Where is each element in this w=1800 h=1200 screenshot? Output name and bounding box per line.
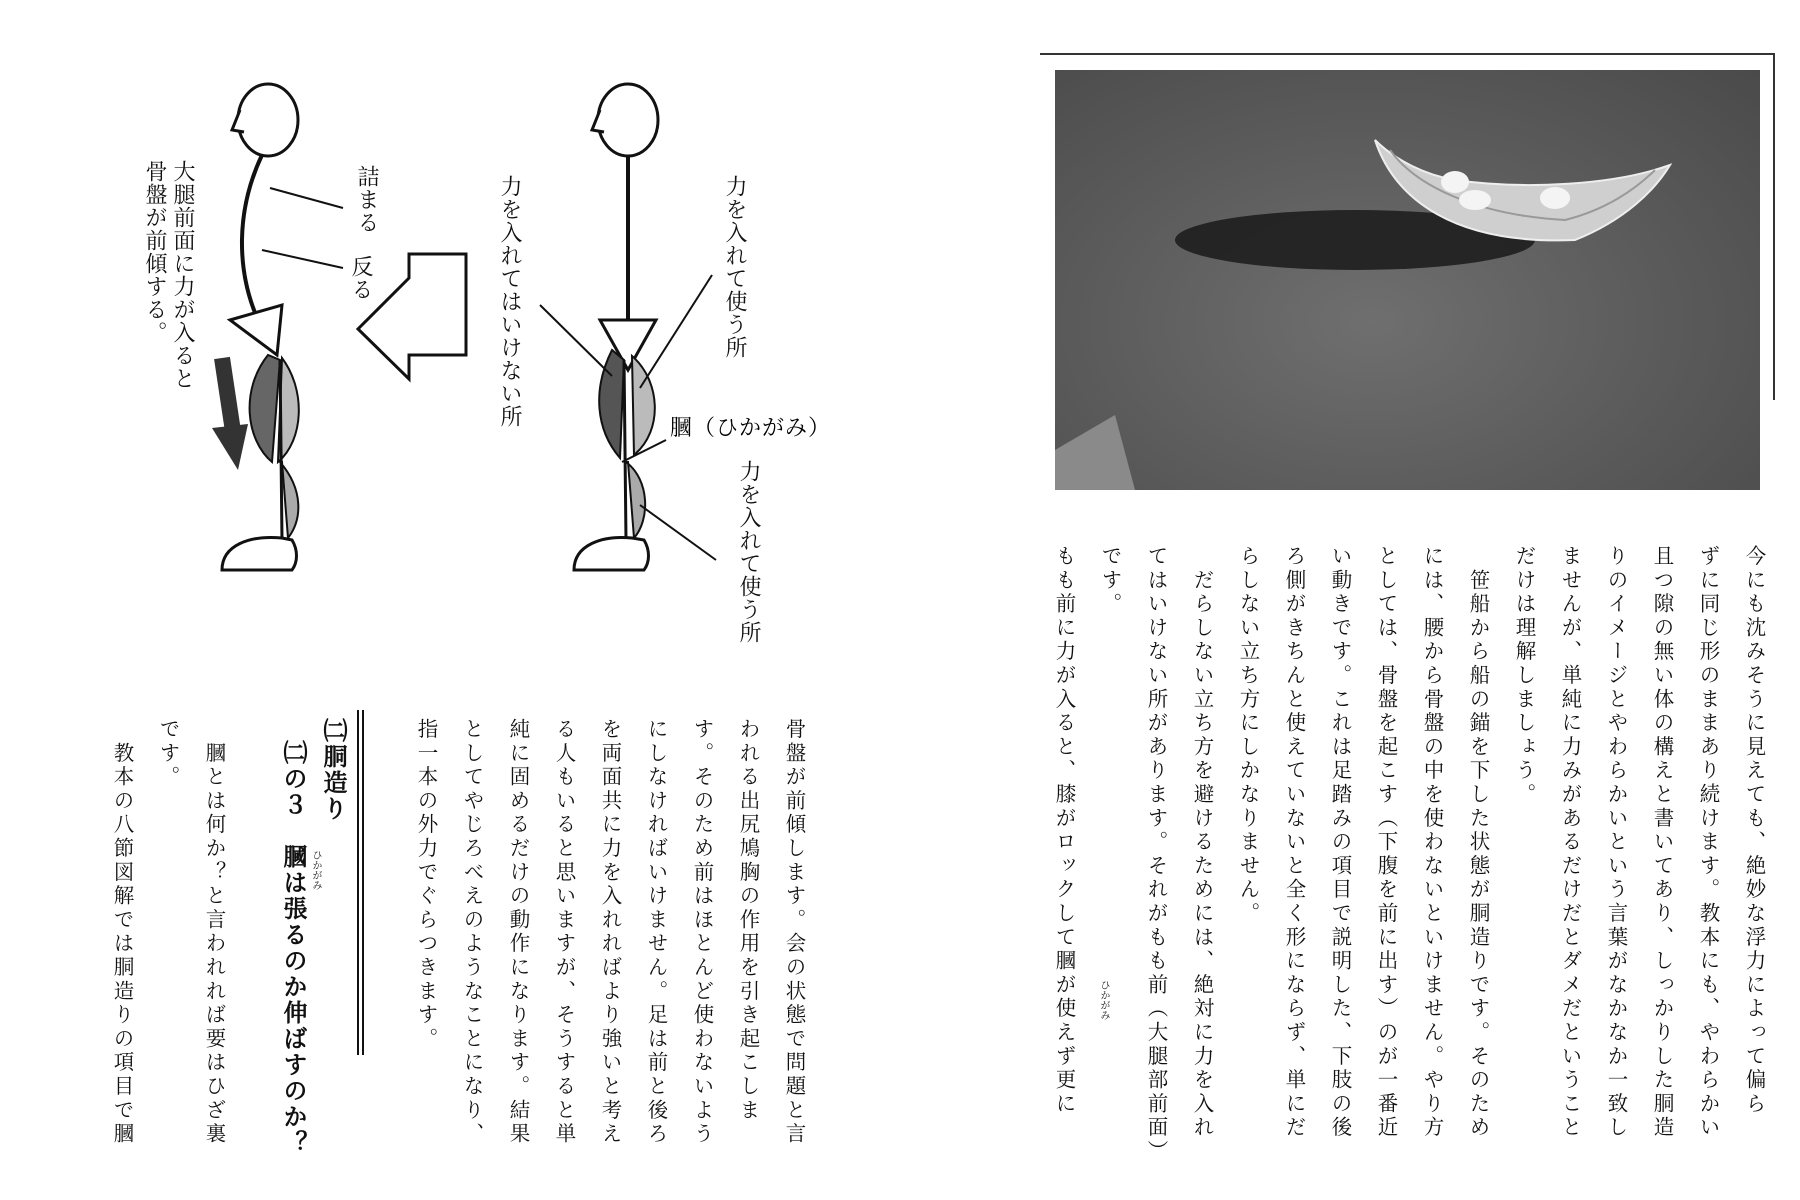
text-column: す。そのため前はほとんど使わないよう [690, 718, 714, 1147]
text-column: ませんが、単純に力みがあるだけだとダメだということ [1558, 545, 1582, 1140]
arrow-head-icon [212, 424, 248, 470]
text-column: です。 [1098, 545, 1122, 617]
lower-use-pointer [640, 505, 716, 560]
label-no-force: 力を入れてはいけない所 [497, 175, 522, 428]
text-column: です。 [156, 718, 180, 790]
bad-leg-line [280, 360, 282, 540]
bad-pelvis [230, 305, 282, 355]
direction-arrow-icon [358, 254, 466, 379]
no-force-pointer [540, 305, 612, 376]
text-column: 且つ隙の無い体の構えと書いてあり、しっかりした胴造 [1650, 545, 1674, 1140]
left-caption-line2: 骨盤が前傾する。 [142, 160, 167, 344]
text-column: 笹船から船の錨を下した状態が胴造りです。そのため [1466, 545, 1490, 1140]
text-column: ずに同じ形のままあり続けます。教本にも、やわらかい [1696, 545, 1720, 1140]
text-column: 教本の八節図解では胴造りの項目で膕 [110, 718, 134, 1147]
label-tsumaru: 詰まる [354, 165, 379, 234]
text-column: 今にも沈みそうに見えても、絶妙な浮力によって偏ら [1742, 545, 1766, 1117]
text-column: としてやじろべえのようなことになり、 [460, 718, 484, 1147]
good-posture-figure [540, 84, 716, 570]
tsumaru-pointer [270, 188, 343, 208]
bad-spine [242, 155, 262, 320]
left-page-body [410, 718, 820, 1168]
good-calf [626, 462, 645, 538]
good-foot [574, 537, 649, 570]
boat-illustration [1055, 70, 1760, 490]
text-column: てはいけない所があります。それがもも前（大腿部前面） [1144, 545, 1168, 1164]
text-column: としては、骨盤を起こす（下腹を前に出す）のが一番近 [1374, 545, 1398, 1140]
label-lower-use: 力を入れて使う所 [736, 460, 761, 644]
text-column: もも前に力が入ると、膝がロックして膕が使えず更に [1052, 545, 1076, 1117]
photo-frame-line-v [1773, 53, 1775, 400]
text-column: だらしない立ち方を避けるためには、絶対に力を入れ [1190, 545, 1214, 1140]
text-column: 純に固めるだけの動作になります。結果 [506, 718, 530, 1147]
bad-posture-figure [212, 84, 343, 570]
petal-1 [1441, 171, 1469, 193]
left-caption-line1: 大腿前面に力が入ると [170, 160, 195, 390]
section-rule [357, 710, 359, 1055]
label-hikagami: 膕（ひかがみ） [670, 416, 832, 441]
petal-2 [1459, 190, 1491, 210]
photo-frame-line [1040, 53, 1775, 55]
text-column: 指一本の外力でぐらつきます。 [414, 718, 438, 1052]
text-column: ろ側がきちんと使えていないと全く形にならず、単にだ [1282, 545, 1306, 1140]
soru-pointer [262, 250, 343, 268]
good-leg-line [624, 360, 626, 540]
text-column: には、腰から骨盤の中を使わないといけません。やり方 [1420, 545, 1444, 1140]
subheading-ruby: ひかがみ [310, 850, 321, 890]
label-upper-use: 力を入れて使う所 [722, 175, 747, 359]
text-column: 膕とは何か？と言われれば要はひざ裏 [202, 718, 226, 1147]
bad-head [238, 84, 298, 156]
text-column: われる出尻鳩胸の作用を引き起こしま [736, 718, 760, 1123]
section-heading: ㈡胴造り [319, 718, 347, 822]
bad-thigh-front [250, 355, 280, 462]
good-head [598, 84, 658, 156]
section-subheading: ㈡の３ 膕は張るのか伸ばすのか？ [279, 740, 307, 1156]
sasabune-photo [1055, 70, 1760, 490]
text-column: だけは理解しましょう。 [1512, 545, 1536, 807]
right-page-body [1040, 545, 1780, 1175]
section-rule-2 [362, 710, 364, 1055]
text-column: りのイメージとやわらかいという言葉がなかなか一致し [1604, 545, 1628, 1140]
text-column: る人もいると思いますが、そうすると単 [552, 718, 576, 1147]
text-column: い動きです。これは足踏みの項目で説明した、下肢の後 [1328, 545, 1352, 1140]
rock-corner [1055, 415, 1135, 490]
bad-foot [222, 537, 297, 570]
posture-figure [0, 0, 860, 720]
text-column: を両面共に力を入れればより強いと考え [598, 718, 622, 1147]
text-column: らしない立ち方にしかなりません。 [1236, 545, 1260, 926]
right-text-ruby: ひかがみ [1098, 980, 1109, 1020]
section-body [90, 718, 240, 1168]
text-column: にしなければいけません。足は前と後ろ [644, 718, 668, 1147]
petal-3 [1540, 187, 1570, 209]
text-column: 骨盤が前傾します。会の状態で問題と言 [782, 718, 806, 1147]
label-soru: 反る [348, 255, 373, 301]
